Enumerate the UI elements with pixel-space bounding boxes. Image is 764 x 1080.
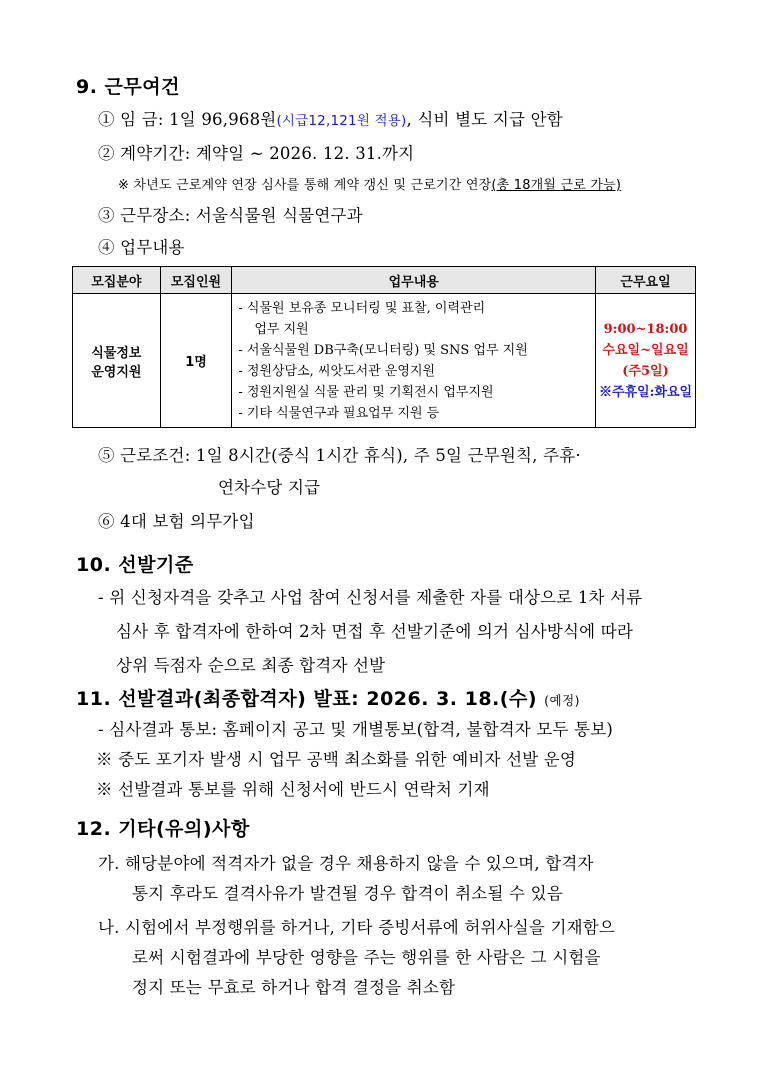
criteria-line-1: - 위 신청자격을 갖추고 사업 참여 신청서를 제출한 자를 대상으로 1차 서류 (98, 588, 643, 607)
table-header-row (73, 267, 696, 294)
header-count: 모집인원 (160, 267, 232, 294)
header-field: 모집분야 (73, 267, 161, 294)
wage-suffix: , 식비 별도 지급 안함 (406, 110, 563, 129)
conditions-line-2: 연차수당 지급 (218, 478, 321, 497)
criteria-line-2: 심사 후 합격자에 한하여 2차 면접 후 선발기준에 의거 심사방식에 따라 (116, 622, 634, 641)
table-row (73, 294, 696, 428)
duty-item: - 정원상담소, 씨앗도서관 운영지원 (238, 363, 436, 379)
renewal-underlined: (총 18개월 근로 가능) (491, 178, 622, 193)
notice-b-line-3: 정지 또는 무효로 하거나 합격 결정을 취소함 (132, 978, 456, 997)
recruitment-table (72, 266, 696, 428)
duty-item-continued: 업무 지원 (254, 321, 309, 337)
result-notice-line: - 심사결과 통보: 홈페이지 공고 및 개별통보(합격, 불합격자 모두 통보) (98, 720, 614, 739)
notice-b-line-1: 나. 시험에서 부정행위를 하거나, 기타 증빙서류에 허위사실을 기재함으 (98, 918, 616, 937)
days-cell (596, 294, 696, 428)
notice-a-line-2: 통지 후라도 결격사유가 발견될 경우 합격이 취소될 수 있음 (132, 884, 563, 903)
notice-b-line-2: 로써 시험결과에 부당한 영향을 주는 행위를 한 사람은 그 시험을 (132, 948, 601, 967)
work-days-count: (주5일) (622, 363, 669, 379)
duty-item: - 서울식물원 DB구축(모니터링) 및 SNS 업무 지원 (238, 342, 528, 358)
section-11-heading: 11. 선발결과(최종합격자) 발표: 2026. 3. 18.(수) (76, 688, 538, 710)
duty-item: - 기타 식물연구과 필요업무 지원 등 (238, 405, 440, 421)
field-line-1: 식물정보 (91, 345, 142, 361)
count-cell: 1명 (160, 294, 232, 428)
section-10-title: 10. 선발기준 (76, 554, 194, 576)
renewal-note (118, 174, 621, 193)
duties-cell (232, 294, 596, 428)
criteria-line-3: 상위 득점자 순으로 최종 합격자 선발 (116, 656, 386, 675)
section-11-note: (예정) (544, 693, 581, 708)
wage-line (98, 106, 563, 130)
duties-label: ④ 업무내용 (98, 238, 185, 257)
conditions-line-1: ⑤ 근로조건: 1일 8시간(중식 1시간 휴식), 주 5일 근무원칙, 주휴· (98, 446, 581, 465)
section-9-title: 9. 근무여건 (76, 76, 180, 98)
notice-a-line-1: 가. 해당분야에 적격자가 없을 경우 채용하지 않을 수 있으며, 합격자 (98, 854, 594, 873)
work-days: 수요일~일요일 (602, 342, 689, 358)
header-days: 근무요일 (596, 267, 696, 294)
duty-item: - 식물원 보유종 모니터링 및 표찰, 이력관리 (238, 300, 486, 316)
section-11-title (76, 684, 580, 711)
holiday-note: ※주휴일:화요일 (598, 384, 693, 400)
work-hours: 9:00~18:00 (603, 321, 688, 337)
renewal-prefix: ※ 차년도 근로계약 연장 심사를 통해 계약 갱신 및 근로기간 연장 (118, 178, 492, 193)
contract-line: ② 계약기간: 계약일 ~ 2026. 12. 31.까지 (98, 144, 415, 163)
header-duties: 업무내용 (232, 267, 596, 294)
wage-note: (시급12,121원 적용) (276, 113, 407, 129)
field-line-2: 운영지원 (91, 364, 142, 380)
section-12-title: 12. 기타(유의)사항 (76, 818, 250, 840)
insurance-line: ⑥ 4대 보험 의무가입 (98, 512, 255, 531)
location-line: ③ 근무장소: 서울식물원 식물연구과 (98, 206, 363, 225)
field-cell (73, 294, 161, 428)
contact-note: ※ 선발결과 통보를 위해 신청서에 반드시 연락처 기재 (96, 780, 490, 799)
duty-item: - 정원지원실 식물 관리 및 기획전시 업무지원 (238, 384, 494, 400)
wage-prefix: ① 임 금: 1일 96,968원 (98, 110, 277, 129)
reserve-note: ※ 중도 포기자 발생 시 업무 공백 최소화를 위한 예비자 선발 운영 (96, 750, 577, 769)
